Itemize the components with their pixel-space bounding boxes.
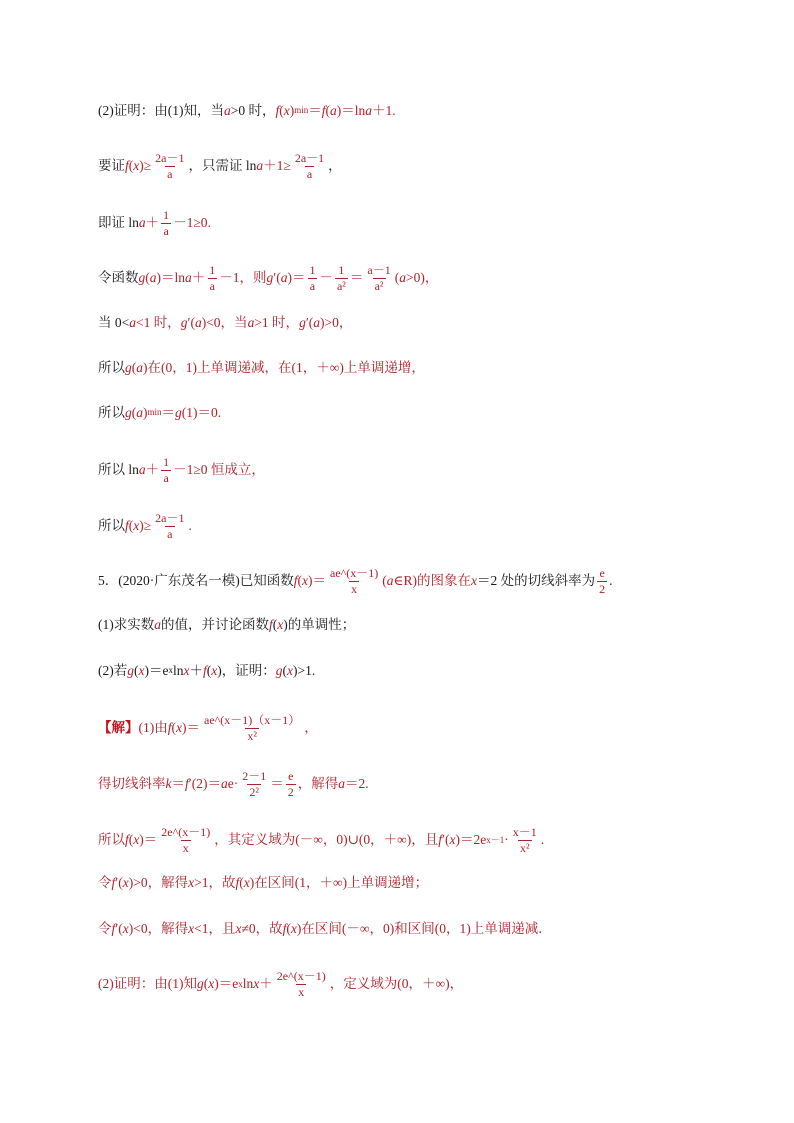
text-segment: ≠0，故 bbox=[241, 921, 283, 936]
text-segment: ＝ bbox=[270, 776, 284, 792]
text-segment: )≥ bbox=[139, 158, 152, 174]
text-segment: )<0，解得 bbox=[128, 921, 189, 936]
fraction bbox=[286, 770, 296, 798]
text-segment: a bbox=[194, 315, 202, 330]
text-segment: )>0，解得 bbox=[128, 875, 189, 890]
text-segment: (1)求实数 bbox=[98, 617, 155, 632]
text-segment: ＝2 处的切线斜率为 bbox=[477, 573, 596, 589]
fraction-numerator: 2a－1 bbox=[155, 151, 185, 165]
text-segment: ， bbox=[328, 158, 342, 174]
text-segment: x bbox=[283, 103, 290, 118]
fraction-denominator: x² bbox=[247, 728, 257, 743]
text-segment: >1，故 bbox=[194, 875, 236, 890]
text-segment: ，其定义域为(－∞，0)∪(0，＋∞)，且 bbox=[214, 832, 439, 848]
text-segment: f bbox=[111, 921, 116, 936]
text-segment: f bbox=[282, 921, 287, 936]
text-segment: ∈R)的图象在 bbox=[393, 573, 472, 589]
fraction-denominator: x bbox=[298, 984, 305, 999]
text-segment: f bbox=[438, 832, 443, 848]
fraction-numerator: 1 bbox=[163, 208, 170, 222]
fraction-numerator: 1 bbox=[163, 455, 170, 469]
text-segment: ′( bbox=[442, 832, 450, 848]
text-segment: )<0，当 bbox=[201, 315, 248, 330]
text-segment: )>0， bbox=[320, 315, 353, 330]
text-segment: a bbox=[247, 315, 255, 330]
fraction-denominator: 2 bbox=[287, 784, 294, 799]
text-segment: x bbox=[133, 518, 140, 534]
text-segment: a bbox=[313, 315, 321, 330]
text-segment: <1，且 bbox=[194, 921, 236, 936]
text-segment: ( bbox=[145, 270, 150, 286]
fraction bbox=[153, 512, 186, 540]
text-segment: ln bbox=[242, 976, 254, 992]
text-segment: ( bbox=[128, 832, 134, 848]
text-segment: －1，则 bbox=[219, 270, 267, 286]
text-segment: x bbox=[138, 663, 145, 678]
text-segment: (1)＝0. bbox=[181, 405, 222, 420]
text-segment: ，定义域为(0，＋∞)， bbox=[329, 976, 464, 992]
text-segment: ′( bbox=[305, 315, 314, 330]
fraction-numerator: e bbox=[599, 566, 605, 580]
text-segment: f bbox=[125, 518, 129, 534]
text-segment: 令函数 bbox=[98, 270, 139, 286]
fraction bbox=[365, 264, 392, 292]
problem-5-part-2 bbox=[98, 664, 315, 678]
fraction-denominator: x² bbox=[519, 840, 530, 855]
text-segment: ′( bbox=[115, 921, 123, 936]
text-segment: ( bbox=[131, 360, 137, 375]
text-segment: a bbox=[223, 103, 231, 118]
text-segment: ( bbox=[282, 663, 288, 678]
solution-line-6 bbox=[98, 970, 463, 998]
text-segment: ′( bbox=[115, 875, 123, 890]
text-segment: ＋ bbox=[145, 462, 160, 478]
text-segment: －1≥0. bbox=[173, 215, 211, 231]
text-segment: k bbox=[165, 776, 172, 792]
fraction-denominator: 2² bbox=[249, 784, 260, 799]
text-segment: ＝ bbox=[171, 776, 185, 792]
text-segment: )＝ bbox=[139, 832, 158, 848]
text-segment: f bbox=[235, 875, 240, 890]
fraction bbox=[202, 714, 302, 742]
text-segment: ， bbox=[304, 720, 318, 736]
text-segment: 所以 bbox=[98, 360, 125, 375]
text-segment: ′( bbox=[273, 270, 281, 286]
text-segment: ( bbox=[171, 720, 177, 736]
text-segment: ＝ bbox=[308, 103, 322, 118]
text-segment: 所以 bbox=[98, 405, 125, 420]
text-line-2 bbox=[98, 152, 342, 180]
text-segment: a bbox=[129, 315, 136, 330]
text-segment: a bbox=[185, 270, 192, 286]
text-segment: )＝e bbox=[144, 663, 169, 678]
text-segment: )在区间(－∞，0)和区间(0，1)上单调递减． bbox=[296, 921, 552, 936]
text-segment: ＋ bbox=[145, 215, 160, 231]
text-segment: a bbox=[365, 103, 373, 118]
fraction-numerator: ae^(x－1) bbox=[330, 566, 379, 580]
text-segment: ln bbox=[173, 663, 184, 678]
text-segment: x bbox=[188, 875, 195, 890]
text-line-8 bbox=[98, 456, 265, 484]
text-segment: ( bbox=[239, 875, 244, 890]
fraction bbox=[307, 264, 317, 292]
fraction-denominator: a bbox=[306, 166, 313, 181]
problem-5-part-1 bbox=[98, 618, 355, 632]
text-segment: ＝ bbox=[349, 270, 364, 286]
text-segment: ( bbox=[131, 405, 137, 420]
text-segment: ( bbox=[128, 518, 134, 534]
text-segment: g bbox=[275, 663, 283, 678]
text-segment: x bbox=[208, 976, 215, 992]
text-segment: ( bbox=[134, 663, 139, 678]
text-segment: x bbox=[449, 832, 456, 848]
text-segment: ＝2. bbox=[344, 776, 369, 792]
text-segment: f bbox=[203, 663, 207, 678]
solution-line-4 bbox=[98, 876, 428, 890]
text-line-9 bbox=[98, 512, 192, 540]
text-segment: x bbox=[122, 875, 129, 890]
text-segment: a bbox=[256, 158, 264, 174]
text-segment: ( bbox=[325, 103, 331, 118]
fraction-numerator: 2e^(x－1) bbox=[276, 969, 326, 983]
text-segment: －1≥0 恒成立， bbox=[173, 462, 265, 478]
text-segment: )＝ln bbox=[336, 103, 366, 118]
text-segment: ( bbox=[394, 270, 400, 286]
text-segment: e· bbox=[227, 776, 239, 792]
text-segment: ( bbox=[203, 976, 209, 992]
text-segment: x bbox=[183, 663, 190, 678]
text-segment: ( bbox=[272, 617, 278, 632]
fraction-numerator: a－1 bbox=[367, 263, 391, 277]
text-segment: g bbox=[127, 663, 134, 678]
fraction-denominator: a² bbox=[336, 278, 346, 293]
text-segment: . bbox=[540, 832, 545, 848]
fraction bbox=[161, 456, 171, 484]
text-segment: min bbox=[147, 407, 162, 418]
fraction-numerator: 1 bbox=[209, 263, 216, 277]
text-segment: g bbox=[180, 315, 188, 330]
text-segment: ( bbox=[279, 103, 284, 118]
text-segment: )在(0，1)上单调递减，在(1，＋∞)上单调递增， bbox=[143, 360, 425, 375]
text-segment: )的单调性； bbox=[283, 617, 356, 632]
text-segment: － bbox=[319, 270, 333, 286]
answer-marker: 【解】 bbox=[98, 720, 139, 736]
text-segment: x bbox=[122, 921, 129, 936]
text-segment: ( bbox=[128, 158, 134, 174]
fraction bbox=[335, 264, 348, 292]
text-segment: g bbox=[138, 270, 146, 286]
text-segment: ( bbox=[297, 573, 303, 589]
text-segment: (1)由 bbox=[138, 720, 168, 736]
text-segment: a bbox=[138, 462, 146, 478]
fraction-numerator: 2e^(x－1) bbox=[161, 825, 211, 839]
text-segment: x bbox=[471, 573, 478, 589]
text-segment: >0 时， bbox=[230, 103, 276, 118]
text-segment: )在区间(1，＋∞)上单调递增； bbox=[249, 875, 429, 890]
text-segment: (2)若 bbox=[98, 663, 128, 678]
text-segment: f bbox=[321, 103, 326, 118]
text-segment: x bbox=[277, 617, 284, 632]
fraction bbox=[153, 152, 186, 180]
text-segment: f bbox=[293, 573, 298, 589]
text-line-4 bbox=[98, 264, 438, 292]
fraction bbox=[207, 264, 217, 292]
fraction-numerator: 2－1 bbox=[242, 769, 267, 783]
text-segment: x bbox=[133, 158, 140, 174]
text-segment: 5．(2020·广东茂名一模)已知函数 bbox=[98, 573, 294, 589]
text-segment: 即证 ln bbox=[98, 215, 139, 231]
text-segment: min bbox=[294, 105, 309, 116]
text-segment: 令 bbox=[98, 921, 112, 936]
text-segment: g bbox=[125, 360, 132, 375]
text-segment: a bbox=[338, 776, 345, 792]
text-segment: a bbox=[136, 360, 143, 375]
text-segment: 当 0< bbox=[98, 315, 130, 330]
fraction-numerator: 2a－1 bbox=[155, 511, 185, 525]
text-segment: )＝ bbox=[182, 720, 201, 736]
text-segment: f bbox=[111, 875, 116, 890]
text-segment: g bbox=[175, 405, 182, 420]
fraction bbox=[161, 209, 171, 237]
text-segment: ，只需证 ln bbox=[188, 158, 257, 174]
text-segment: g bbox=[299, 315, 306, 330]
text-segment: ＋ bbox=[189, 663, 204, 678]
text-line-6 bbox=[98, 361, 425, 375]
text-segment: 所以 bbox=[98, 832, 125, 848]
text-segment: x bbox=[238, 978, 243, 989]
text-line-1 bbox=[98, 104, 396, 118]
fraction-numerator: x－1 bbox=[512, 825, 537, 839]
text-segment: (2)证明：由(1)知 bbox=[98, 976, 197, 992]
text-segment: g bbox=[196, 976, 204, 992]
solution-line-5 bbox=[98, 922, 552, 936]
text-segment: 所以 ln bbox=[98, 462, 139, 478]
text-segment: a bbox=[220, 776, 228, 792]
text-segment: ＋ bbox=[259, 976, 273, 992]
solution-line-2 bbox=[98, 770, 369, 798]
text-segment: ( bbox=[382, 573, 387, 589]
text-segment: g bbox=[266, 270, 274, 286]
text-segment: x bbox=[211, 663, 218, 678]
text-line-5 bbox=[98, 316, 352, 330]
fraction-denominator: a bbox=[163, 223, 169, 238]
fraction-numerator: 1 bbox=[338, 263, 345, 277]
text-segment: x－1 bbox=[486, 834, 505, 845]
text-segment: f bbox=[269, 617, 273, 632]
text-segment: f bbox=[125, 158, 129, 174]
fraction bbox=[293, 152, 326, 180]
text-segment: x bbox=[302, 573, 309, 589]
fraction-denominator: 2 bbox=[599, 581, 606, 596]
fraction-numerator: 1 bbox=[309, 263, 316, 277]
text-segment: (2)证明：由(1)知，当 bbox=[98, 103, 224, 118]
text-segment: )＝ bbox=[287, 270, 306, 286]
text-segment: . bbox=[609, 573, 613, 589]
fraction-denominator: a² bbox=[374, 278, 384, 293]
text-segment: a bbox=[330, 103, 337, 118]
solution-line-1 bbox=[98, 714, 318, 742]
fraction bbox=[159, 826, 212, 854]
text-segment: ＝ bbox=[161, 405, 176, 420]
text-segment: x bbox=[176, 720, 183, 736]
text-segment: x bbox=[133, 832, 140, 848]
text-segment: ) bbox=[143, 405, 148, 420]
text-segment: ) bbox=[289, 103, 295, 118]
fraction-denominator: a bbox=[209, 278, 215, 293]
text-segment: x bbox=[188, 921, 195, 936]
text-segment: 所以 bbox=[98, 518, 125, 534]
text-segment: )＝ln bbox=[156, 270, 185, 286]
text-segment: f bbox=[275, 103, 280, 118]
fraction-numerator: e bbox=[288, 769, 294, 783]
problem-5-statement bbox=[98, 567, 613, 595]
text-segment: ′( bbox=[187, 315, 195, 330]
fraction-numerator: 2a－1 bbox=[294, 151, 325, 165]
fraction bbox=[275, 970, 328, 998]
text-segment: x bbox=[235, 921, 242, 936]
text-segment: 得切线斜率 bbox=[98, 776, 166, 792]
text-segment: a bbox=[136, 405, 143, 420]
text-segment: >1 时， bbox=[254, 315, 300, 330]
text-segment: )>1. bbox=[293, 663, 316, 678]
text-segment: f bbox=[185, 776, 189, 792]
text-segment: f bbox=[125, 832, 129, 848]
fraction bbox=[328, 567, 380, 595]
fraction-denominator: x bbox=[182, 840, 189, 855]
text-segment: ( bbox=[286, 921, 291, 936]
fraction-denominator: a bbox=[309, 278, 316, 293]
text-segment: 的值，并讨论函数 bbox=[161, 617, 269, 632]
text-segment: ＋1≥ bbox=[263, 158, 291, 174]
text-segment: a bbox=[149, 270, 157, 286]
fraction-denominator: a bbox=[167, 526, 173, 541]
text-segment: a bbox=[386, 573, 394, 589]
text-segment: )，证明： bbox=[217, 663, 276, 678]
text-segment: ，解得 bbox=[297, 776, 339, 792]
text-segment: x bbox=[243, 875, 250, 890]
text-segment: g bbox=[125, 405, 132, 420]
solution-line-3 bbox=[98, 826, 544, 854]
text-segment: 要证 bbox=[98, 158, 125, 174]
text-segment: 令 bbox=[98, 875, 112, 890]
text-segment: ＋1. bbox=[372, 103, 396, 118]
text-segment: ＋ bbox=[191, 270, 206, 286]
text-segment: x bbox=[290, 921, 297, 936]
text-segment: · bbox=[504, 832, 509, 848]
text-segment: f bbox=[167, 720, 172, 736]
text-segment: a bbox=[280, 270, 288, 286]
fraction-denominator: a bbox=[167, 166, 173, 181]
text-segment: ( bbox=[206, 663, 212, 678]
text-segment: a bbox=[399, 270, 406, 286]
fraction-numerator: ae^(x－1)（x－1） bbox=[204, 713, 301, 727]
text-segment: )≥ bbox=[139, 518, 152, 534]
text-segment: )＝2e bbox=[455, 832, 487, 848]
text-segment: x bbox=[253, 976, 260, 992]
fraction-denominator: x bbox=[351, 581, 358, 596]
text-segment: x bbox=[168, 665, 173, 676]
text-segment: a bbox=[138, 215, 146, 231]
text-segment: . bbox=[188, 518, 192, 534]
text-segment: x bbox=[287, 663, 294, 678]
text-segment: >0)， bbox=[405, 270, 439, 286]
fraction bbox=[597, 567, 607, 595]
text-segment: )＝e bbox=[214, 976, 239, 992]
text-line-7 bbox=[98, 406, 221, 420]
text-segment: ′(2)＝ bbox=[188, 776, 221, 792]
text-segment: )＝ bbox=[308, 573, 327, 589]
text-segment: a bbox=[154, 617, 161, 632]
text-segment: <1 时， bbox=[136, 315, 181, 330]
text-line-3 bbox=[98, 209, 211, 237]
fraction-denominator: a bbox=[163, 470, 169, 485]
fraction bbox=[240, 770, 268, 798]
fraction bbox=[511, 826, 539, 854]
